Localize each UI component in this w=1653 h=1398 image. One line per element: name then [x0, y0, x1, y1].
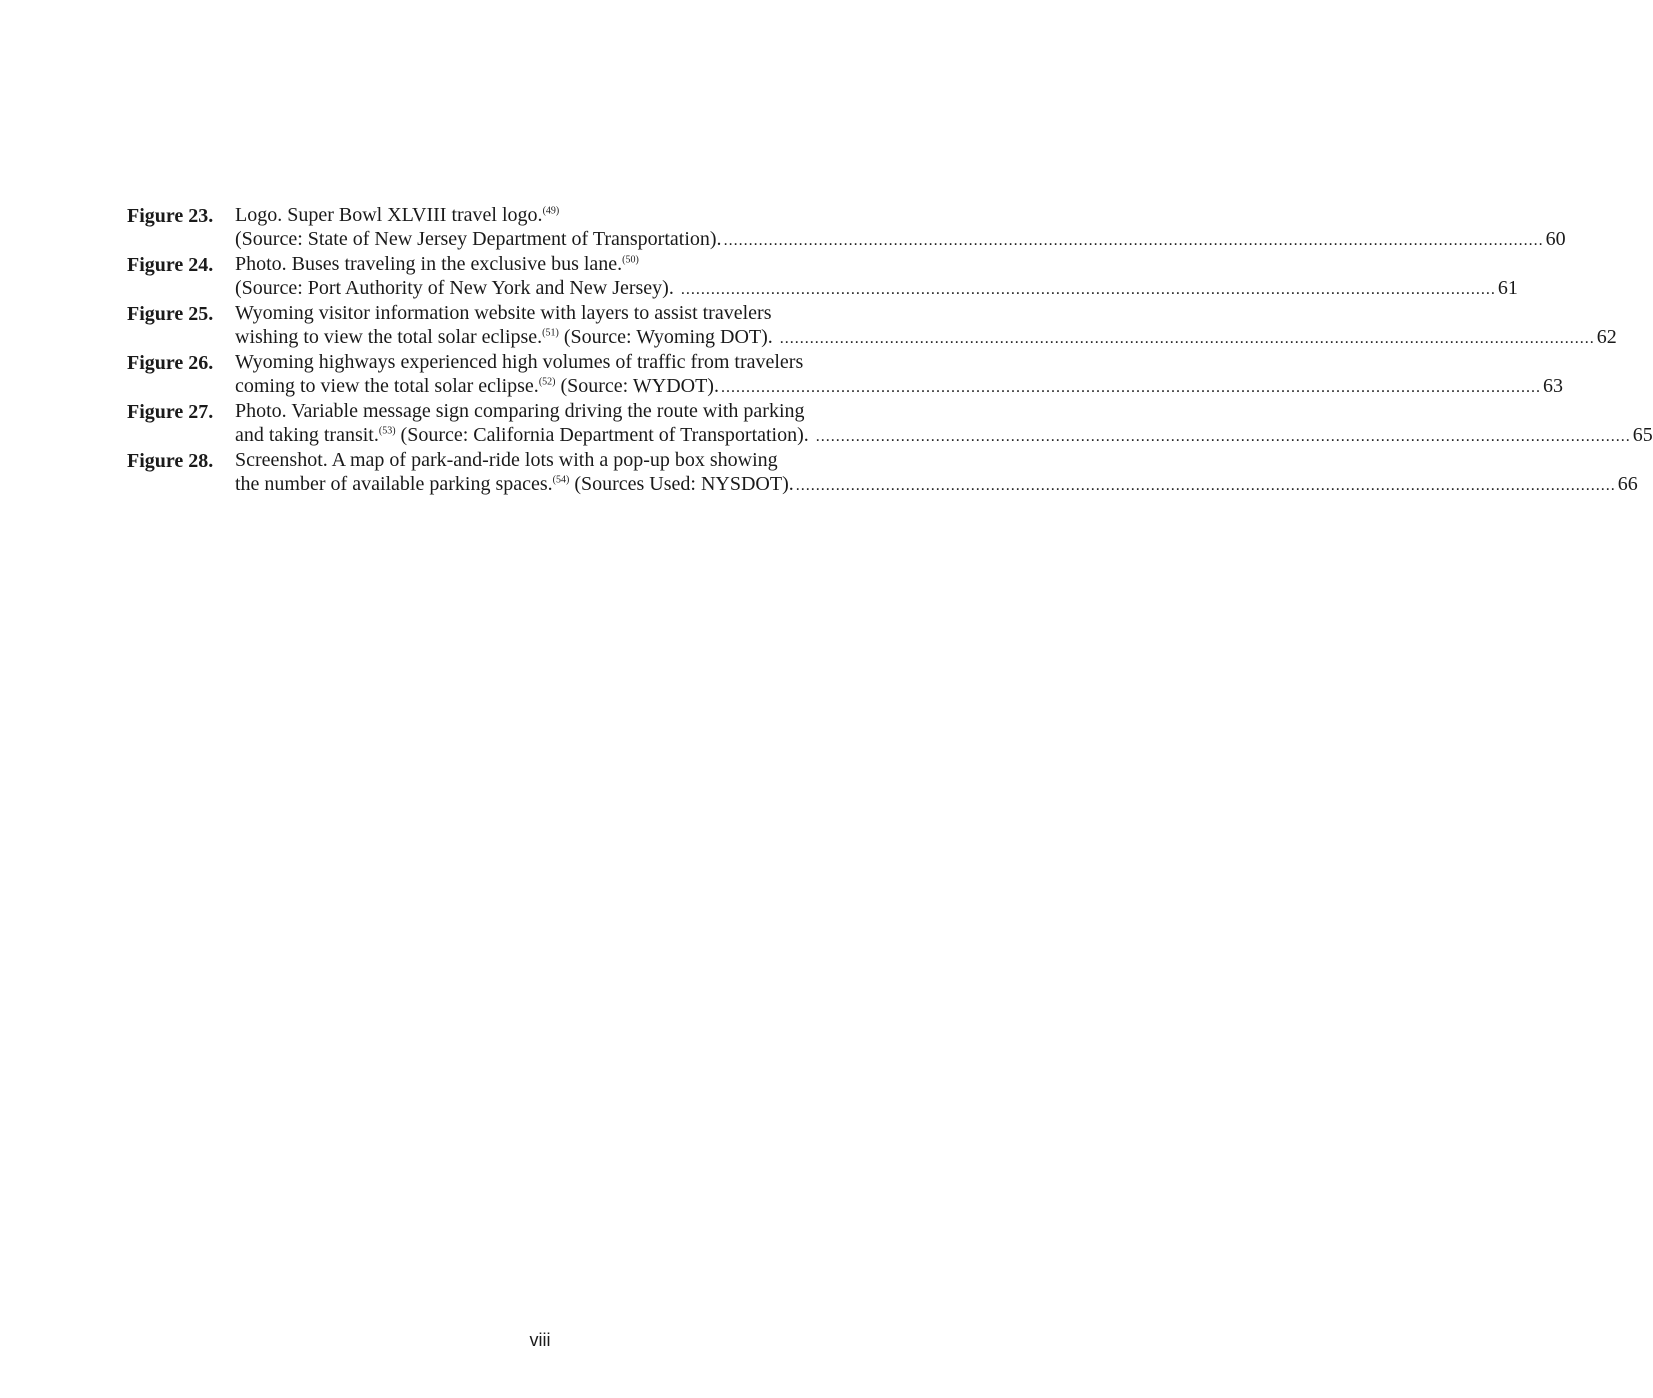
entry-title-text: Screenshot. A map of park-and-ride lots with a pop-up box showing: [235, 449, 778, 471]
toc-entry-figure-25[interactable]: [127, 302, 1617, 350]
reference-number: (50): [622, 254, 639, 266]
reference-number: (54): [552, 473, 570, 485]
figure-label: Figure 25.: [127, 303, 214, 325]
entry-source-text: (Source: WYDOT).: [555, 374, 719, 397]
page-number: 62: [1596, 325, 1617, 348]
figure-label: Figure 27.: [127, 401, 214, 423]
reference-number: (53): [378, 424, 396, 436]
entry-source-text: (Source: California Department of Transportation).: [395, 423, 809, 446]
dot-leader: ....................................................................................................................................................................: [723, 231, 1544, 249]
entry-title-line-1: [235, 400, 952, 424]
toc-entry-figure-23[interactable]: [127, 204, 1566, 252]
entry-title-line-2: [235, 374, 1563, 400]
toc-entry-figure-27[interactable]: [127, 400, 1653, 448]
entry-source-text: wishing to view the total solar eclipse.: [235, 325, 543, 348]
dot-leader: ...................................................................................................................................................................: [810, 427, 1631, 445]
footer-page-number: viii: [529, 1330, 551, 1350]
figure-label: Figure 28.: [127, 450, 214, 472]
dot-leader: ...................................................................................................................................................................: [774, 329, 1595, 347]
entry-title-text: Photo. Buses traveling in the exclusive bus lane.: [235, 253, 623, 275]
dot-leader: ....................................................................................................................................................................: [795, 476, 1616, 494]
figure-label: Figure 23.: [127, 205, 214, 227]
page-number: 65: [1632, 423, 1653, 446]
entry-source-text: and taking transit.: [235, 423, 379, 446]
list-of-figures: [127, 204, 1653, 498]
entry-title-line-2: [235, 325, 1617, 351]
figure-label: Figure 24.: [127, 254, 214, 276]
page-number: 60: [1545, 227, 1566, 250]
entry-title-line-2: [235, 472, 1638, 498]
entry-source-text: coming to view the total solar eclipse.: [235, 374, 539, 397]
page-number: 63: [1542, 374, 1563, 397]
entry-source-text: (Source: State of New Jersey Department of Transportation).: [235, 227, 722, 250]
entry-source-text: (Sources Used: NYSDOT).: [569, 472, 794, 495]
toc-entry-figure-24[interactable]: [127, 253, 1518, 301]
entry-title-line-1: [235, 351, 952, 375]
entry-title-line-1: [235, 449, 952, 473]
figure-label: Figure 26.: [127, 352, 214, 374]
reference-number: (51): [542, 326, 559, 338]
toc-entry-figure-26[interactable]: [127, 351, 1563, 399]
dot-leader: ....................................................................................................................................................................: [720, 378, 1541, 396]
toc-entry-figure-28[interactable]: [127, 449, 1638, 497]
entry-title-line-2: [235, 227, 1566, 253]
entry-source-text: (Source: Wyoming DOT).: [558, 325, 773, 348]
entry-source-text: the number of available parking spaces.: [235, 472, 553, 495]
page-footer: [0, 1330, 1080, 1351]
entry-title-line-1: [235, 204, 952, 228]
reference-number: (52): [538, 375, 556, 387]
entry-title-text: Wyoming highways experienced high volumes of traffic from travelers: [235, 351, 804, 373]
reference-number: (49): [542, 205, 560, 217]
entry-source-text: (Source: Port Authority of New York and New Jersey).: [235, 276, 674, 299]
entry-title-line-2: [235, 276, 1518, 302]
page-number: 61: [1497, 276, 1518, 299]
entry-title-line-1: [235, 302, 952, 326]
entry-title-line-1: [235, 253, 952, 277]
dot-leader: ...................................................................................................................................................................: [675, 280, 1496, 298]
entry-title-text: Photo. Variable message sign comparing driving the route with parking: [235, 400, 805, 422]
page-number: 66: [1617, 472, 1638, 495]
entry-title-line-2: [235, 423, 1653, 449]
entry-title-text: Logo. Super Bowl XLVIII travel logo.: [235, 204, 543, 226]
entry-title-text: Wyoming visitor information website with layers to assist travelers: [235, 302, 772, 324]
